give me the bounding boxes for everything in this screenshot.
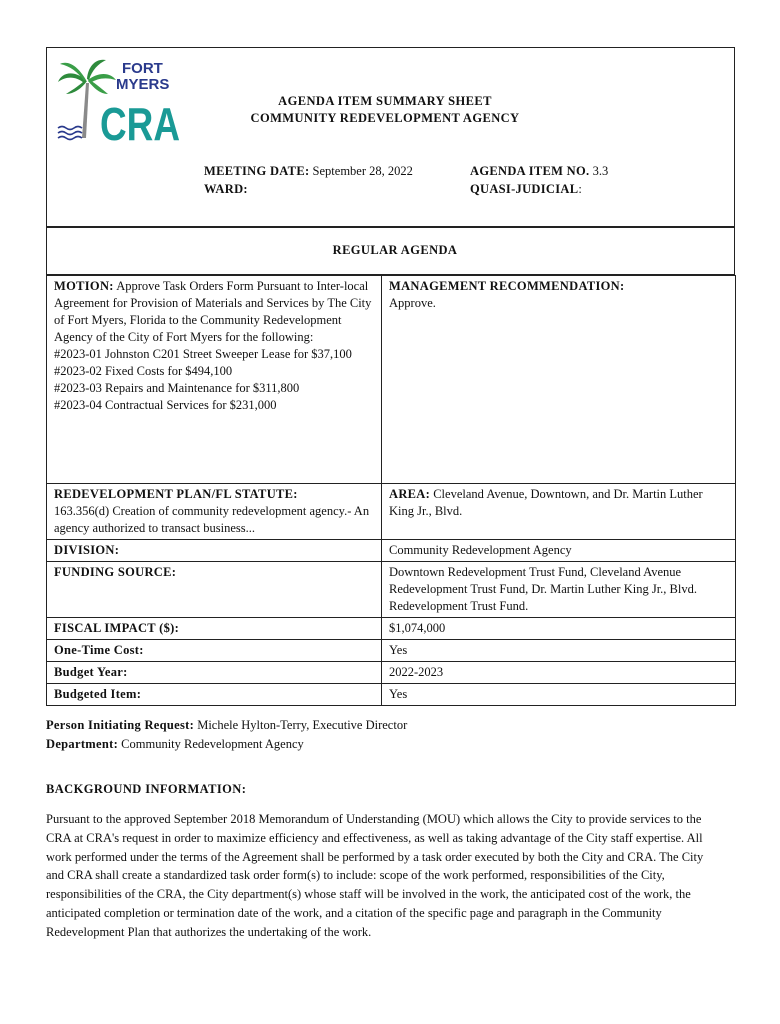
summary-table bbox=[46, 275, 736, 706]
fiscal-value: $1,074,000 bbox=[389, 621, 446, 635]
wave-icon bbox=[58, 127, 82, 140]
meeting-meta-right bbox=[470, 162, 608, 198]
quasi-judicial-colon: : bbox=[578, 182, 582, 196]
title-line-2: COMMUNITY REDEVELOPMENT AGENCY bbox=[250, 111, 520, 125]
meeting-date-value: September 28, 2022 bbox=[312, 164, 413, 178]
area-value: Cleveland Avenue, Downtown, and Dr. Martin Luther King Jr., Blvd. bbox=[389, 487, 703, 518]
budget-year-value-cell bbox=[382, 662, 736, 684]
title-line-1: AGENDA ITEM SUMMARY SHEET bbox=[278, 94, 492, 108]
department-label: Department: bbox=[46, 737, 119, 751]
table-row bbox=[47, 562, 736, 618]
funding-label: FUNDING SOURCE: bbox=[54, 565, 177, 579]
department-value: Community Redevelopment Agency bbox=[121, 737, 304, 751]
motion-item-4: #2023-04 Contractual Services for $231,000 bbox=[54, 398, 277, 412]
person-value: Michele Hylton-Terry, Executive Director bbox=[197, 718, 408, 732]
funding-value: Downtown Redevelopment Trust Fund, Cleveland Avenue Redevelopment Trust Fund, Dr. Martin Luther King Jr., Blvd. Redevelopment Trust Fund. bbox=[389, 565, 697, 613]
background-text: Pursuant to the approved September 2018 Memorandum of Understanding (MOU) which allows the City to provide services to the CRA at CRA's request in order to maximize efficiency and effectiveness, as well as taking advantage of the City staff expertise. All work performed under the terms of the Agreement shall be performed by a task order executed by both the City and CRA. The City and CRA shall create a standardized task order form(s) to include: scope of the work performed, responsibilities of the City, responsibilities of the CRA, the City department(s) whose staff will be involved in the work, the anticipated cost of the work, the anticipated completion or termination date of the work, and a citation of the specific page and paragraph in the Community Redevelopment Plan that authorizes the undertaking of the work. bbox=[46, 812, 704, 939]
regular-agenda-label: REGULAR AGENDA bbox=[332, 243, 458, 257]
management-label: MANAGEMENT RECOMMENDATION: bbox=[389, 279, 625, 293]
budget-year-value: 2022-2023 bbox=[389, 665, 444, 679]
motion-label: MOTION: bbox=[54, 279, 114, 293]
table-row bbox=[47, 684, 736, 706]
motion-item-3: #2023-03 Repairs and Maintenance for $311,800 bbox=[54, 381, 300, 395]
budget-year-label-cell bbox=[47, 662, 382, 684]
ward-label: WARD: bbox=[204, 182, 248, 196]
one-time-value-cell bbox=[382, 640, 736, 662]
motion-cell bbox=[47, 276, 382, 484]
fiscal-value-cell bbox=[382, 618, 736, 640]
motion-text: Approve Task Orders Form Pursuant to Inter-local Agreement for Provision of Materials and Services by The City of Fort Myers, Florida to the Community Redevelopment Agency of the City of Fort Myers for the following: bbox=[54, 279, 372, 344]
division-label: DIVISION: bbox=[54, 543, 120, 557]
budgeted-item-label-cell bbox=[47, 684, 382, 706]
logo-myers-text: MYERS bbox=[116, 76, 170, 93]
meeting-meta-left bbox=[204, 162, 413, 198]
background-heading: BACKGROUND INFORMATION: bbox=[46, 782, 247, 796]
fiscal-label: FISCAL IMPACT ($): bbox=[54, 621, 180, 635]
fiscal-label-cell bbox=[47, 618, 382, 640]
agenda-item-value: 3.3 bbox=[592, 164, 609, 178]
table-row bbox=[47, 662, 736, 684]
request-info bbox=[46, 716, 407, 754]
one-time-value: Yes bbox=[389, 643, 408, 657]
motion-item-2: #2023-02 Fixed Costs for $494,100 bbox=[54, 364, 233, 378]
plan-label: REDEVELOPMENT PLAN/FL STATUTE: bbox=[54, 487, 298, 501]
quasi-judicial-label: QUASI-JUDICIAL bbox=[470, 182, 579, 196]
logo-fort-text: FORT bbox=[122, 60, 163, 77]
budgeted-item-label: Budgeted Item: bbox=[54, 687, 142, 701]
table-row bbox=[47, 640, 736, 662]
table-row bbox=[47, 618, 736, 640]
motion-item-1: #2023-01 Johnston C201 Street Sweeper Lease for $37,100 bbox=[54, 347, 352, 361]
management-value: Approve. bbox=[389, 296, 436, 310]
funding-value-cell bbox=[382, 562, 736, 618]
funding-label-cell bbox=[47, 562, 382, 618]
budgeted-item-value: Yes bbox=[389, 687, 408, 701]
area-label: AREA: bbox=[389, 487, 431, 501]
agenda-title bbox=[0, 93, 770, 127]
person-label: Person Initiating Request: bbox=[46, 718, 195, 732]
division-value-cell bbox=[382, 540, 736, 562]
agenda-item-label: AGENDA ITEM NO. bbox=[470, 164, 590, 178]
budgeted-item-value-cell bbox=[382, 684, 736, 706]
logo-cra-text: CRA bbox=[100, 98, 180, 150]
table-row bbox=[47, 540, 736, 562]
budget-year-label: Budget Year: bbox=[54, 665, 128, 679]
division-value: Community Redevelopment Agency bbox=[389, 543, 572, 557]
division-label-cell bbox=[47, 540, 382, 562]
one-time-label-cell bbox=[47, 640, 382, 662]
management-cell bbox=[382, 276, 736, 484]
area-cell bbox=[382, 484, 736, 540]
one-time-label: One-Time Cost: bbox=[54, 643, 144, 657]
table-row bbox=[47, 484, 736, 540]
table-row bbox=[47, 276, 736, 484]
meeting-date-label: MEETING DATE: bbox=[204, 164, 310, 178]
plan-cell bbox=[47, 484, 382, 540]
plan-value: 163.356(d) Creation of community redevelopment agency.- An agency authorized to transact business... bbox=[54, 504, 370, 535]
